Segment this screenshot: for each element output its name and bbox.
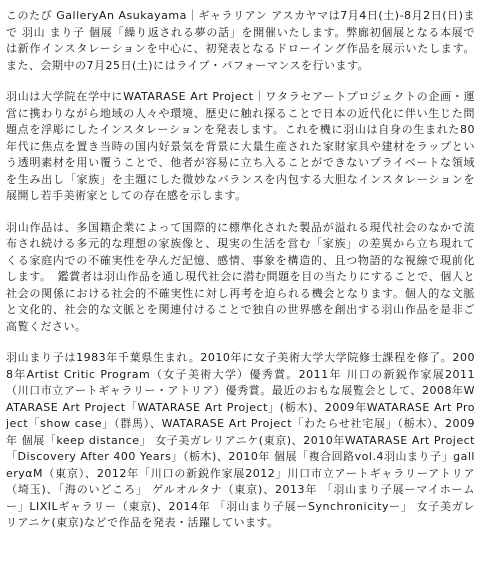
artwork-description-paragraph: 羽山作品は、多国籍企業によって国際的に標準化された製品が溢れる現代社会のなかで流布され続ける多元的な理想の家族像と、現実の生活を営む「家族」の差異から立ち現れてくる家庭内での不確実性を孕んだ記憶、感情、事象を構造的、且つ物語的な視線で現前化します。 鑑賞者は羽山作品を通し現代社会に潜む問題を目の当たりにすることで、個人と社会の関係における社会的不確実性に対し再考を迫られる機会となります。個人的な文脈と文化的、社会的な文脈とを関連付けることで独自の世界感を創出する羽山作品を是非ご高覧ください。 [6, 220, 475, 333]
paragraph-spacer [6, 205, 475, 220]
intro-paragraph: このたび GalleryAn Asukayama｜ギャラリアン アスカヤマは7月4日(土)-8月2日(日)まで 羽山 まり子 個展「繰り返される夢の話」を開催いたします。弊廊初個展となる本展では新作インスタレーションを中心に、初発表となるドローイング作品を展示いたします。また、会期中の7月25日(土)にはライブ・パフォーマンスを行います。 [6, 9, 475, 72]
paragraph-spacer [6, 335, 475, 350]
paragraph-spacer [6, 74, 475, 89]
artist-background-paragraph: 羽山は大学院在学中にWATARASE Art Project｜ワタラセアートプロジェクトの企画・運営に携わりながら地域の人々や環境、歴史に触れ探ることで日本の近代化に伴い生じた問題点を浮彫にしたインスタレーションを発表します。これを機に羽山は自身の生まれた80年代に焦点を置き当時の国内好景気を背景に大量生産された家財家具や建材をラップという透明素材を用い覆うことで、他者が容易に立ち入ることができないプライベートな領域を生み出し「家族」を主題にした微妙なバランスを内包する大胆なインスタレーションを展開し若手美術家としての存在感を示します。 [6, 90, 475, 202]
artist-biography-paragraph: 羽山まり子は1983年千葉県生まれ。2010年に女子美術大学大学院修士課程を修了。2008年Artist Critic Program（女子美術大学）優秀賞。2011年 川口の新鋭作家展2011（川口市立アートギャラリー・アトリア）優秀賞。最近のおもな展覧会として、2008年WATARASE Art Project「WATARASE Art Project」(栃木)、2009年WATARASE Art Project「show case」（群馬）、WATARASE Art Project「わたらせ社宅展」（栃木）、2009年 個展「keep distance」 女子美ガレリアニケ(東京)、2010年WATARASE Art Project「Discovery After 400 Years」（栃木)、2010年 個展「複合回路vol.4羽山まり子」galleryαM（東京）、2012年「川口の新鋭作家展2012」川口市立アートギャラリーアトリア（埼玉)、「海のいどころ」 ゲルオルタナ（東京)、2013年 「羽山まり子展ーマイホームー」LIXILギャラリー（東京)、2014年 「羽山まり子展ーSynchronicityー」 女子美ガレリアニケ(東京)などで作品を発表・活躍しています。 [6, 351, 475, 529]
